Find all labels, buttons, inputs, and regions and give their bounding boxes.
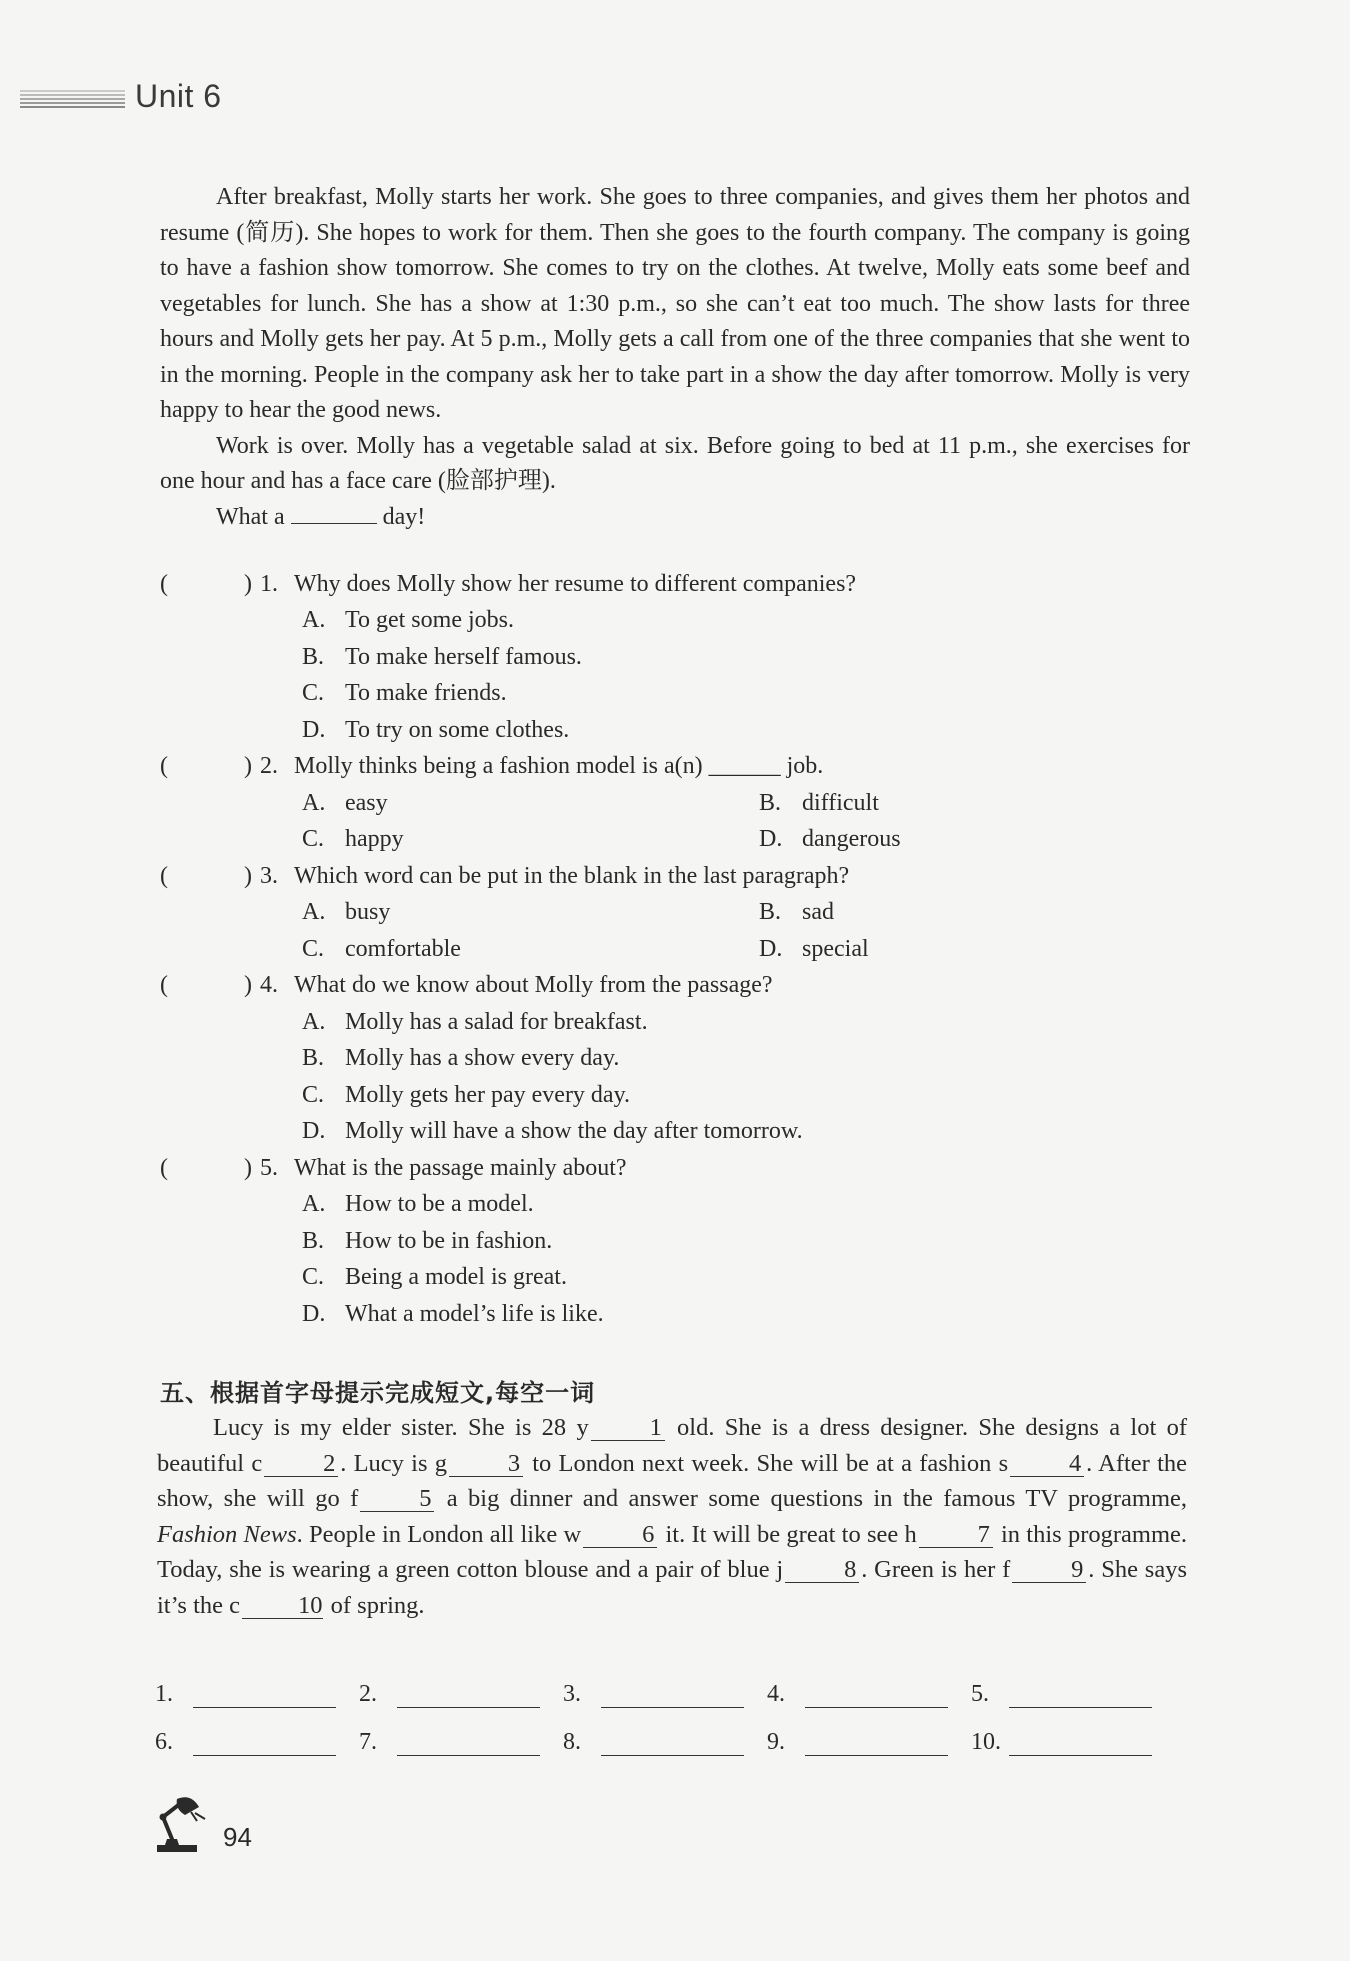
bracket-close: ) [244, 862, 252, 889]
cloze-text: a big dinner and answer some questions in the famous TV programme, [446, 1485, 1188, 1512]
page-number: 94 [223, 1822, 252, 1852]
option [302, 899, 759, 926]
cloze-text: . She says it’s the c [157, 1556, 1187, 1619]
answer-number: 3. [563, 1681, 581, 1707]
option-row [160, 931, 1190, 968]
option-row [160, 822, 1190, 859]
option-row [160, 639, 1190, 676]
cloze-text: old. She is a dress designer. She designs a lot of beautiful c [157, 1414, 1187, 1477]
answer-row [155, 1660, 1175, 1708]
bracket-open: ( [160, 972, 168, 999]
answer-line[interactable] [601, 1729, 744, 1756]
answer-number: 7. [359, 1729, 377, 1755]
question-number: 1. [260, 570, 278, 597]
option-text: To get some jobs. [345, 607, 514, 634]
cloze-gap-2[interactable]: 2 [264, 1452, 338, 1477]
cloze-passage [157, 1410, 1187, 1623]
answer-line[interactable] [193, 1681, 336, 1708]
answer-number: 6. [155, 1729, 173, 1755]
option-text: To try on some clothes. [345, 716, 570, 743]
question-row [160, 1150, 1190, 1187]
option-text: busy [345, 899, 391, 926]
question-number: 5. [260, 1154, 278, 1181]
option [302, 1301, 604, 1328]
question-row [160, 968, 1190, 1005]
option-letter: A. [302, 1008, 326, 1035]
option-text: easy [345, 789, 388, 816]
option-text: Being a model is great. [345, 1264, 567, 1291]
question-text: What do we know about Molly from the passage? [294, 972, 773, 999]
answer-bracket[interactable] [160, 753, 260, 780]
option-text: comfortable [345, 935, 461, 962]
answer-slot [971, 1681, 1175, 1708]
option-letter: A. [302, 789, 326, 816]
option-text: Molly will have a show the day after tomorrow. [345, 1118, 803, 1145]
option [302, 936, 759, 963]
option-row [160, 712, 1190, 749]
answer-line[interactable] [1009, 1681, 1152, 1708]
cloze-gap-3[interactable]: 3 [449, 1452, 523, 1477]
option-text: special [802, 935, 869, 962]
question-text: Molly thinks being a fashion model is a(n) ______ job. [294, 753, 824, 780]
answer-slot [359, 1729, 563, 1756]
question-row [160, 566, 1190, 603]
page-footer [155, 1795, 252, 1855]
cloze-gap-5[interactable]: 5 [360, 1487, 434, 1512]
option-letter: B. [302, 1227, 325, 1254]
option-text: dangerous [802, 826, 901, 853]
answer-number: 2. [359, 1681, 377, 1707]
option-text: Molly has a salad for breakfast. [345, 1008, 648, 1035]
option [302, 1264, 567, 1291]
answer-line[interactable] [805, 1729, 948, 1756]
option-letter: B. [302, 643, 325, 670]
answer-line[interactable] [397, 1729, 540, 1756]
option-letter: B. [759, 899, 782, 926]
option-letter: D. [302, 716, 326, 743]
passage-closing-end: day! [382, 503, 426, 530]
option-row [160, 785, 1190, 822]
passage-blank[interactable] [291, 501, 377, 524]
answer-line[interactable] [1009, 1729, 1152, 1756]
header-decoration [20, 86, 125, 108]
page-header [20, 78, 222, 115]
cloze-gap-1[interactable]: 1 [591, 1416, 665, 1441]
option [759, 790, 879, 817]
question-row [160, 858, 1190, 895]
cloze-text: . After the show, she will go f [157, 1449, 1188, 1512]
option-letter: A. [302, 607, 326, 634]
answer-slot [767, 1681, 971, 1708]
cloze-gap-7[interactable]: 7 [919, 1523, 993, 1548]
answer-lines [155, 1660, 1175, 1756]
cloze-gap-9[interactable]: 9 [1012, 1558, 1086, 1583]
option [302, 607, 514, 634]
question-number: 4. [260, 972, 278, 999]
option-letter: A. [302, 1191, 326, 1218]
cloze-gap-6[interactable]: 6 [583, 1523, 657, 1548]
option-letter: A. [302, 899, 326, 926]
answer-line[interactable] [397, 1681, 540, 1708]
answer-bracket[interactable] [160, 571, 260, 598]
cloze-gap-8[interactable]: 8 [785, 1558, 859, 1583]
option [302, 1045, 619, 1072]
option-row [160, 1077, 1190, 1114]
option-text: sad [802, 899, 834, 926]
option-letter: D. [759, 935, 783, 962]
option [302, 1009, 648, 1036]
option-text: happy [345, 826, 404, 853]
answer-row [155, 1708, 1175, 1756]
cloze-text: Lucy is my elder sister. She is 28 y [213, 1414, 589, 1441]
bracket-open: ( [160, 1154, 168, 1181]
answer-number: 9. [767, 1729, 785, 1755]
bracket-close: ) [244, 1154, 252, 1181]
answer-slot [359, 1681, 563, 1708]
option [302, 1228, 552, 1255]
option-row [160, 1223, 1190, 1260]
cloze-gap-10[interactable]: 10 [242, 1594, 323, 1619]
option [302, 826, 759, 853]
option-text: To make friends. [345, 680, 507, 707]
answer-bracket[interactable] [160, 972, 260, 999]
cloze-text: to London next week. She will be at a fashion s [532, 1449, 1009, 1477]
question-number: 3. [260, 862, 278, 889]
option-letter: C. [302, 680, 325, 707]
question-number: 2. [260, 753, 278, 780]
option-row [160, 676, 1190, 713]
bracket-open: ( [160, 753, 168, 780]
answer-number: 1. [155, 1681, 173, 1707]
cloze-text: it. It will be great to see h [665, 1520, 917, 1548]
answer-bracket[interactable] [160, 863, 260, 890]
option-text: How to be in fashion. [345, 1227, 553, 1254]
answer-number: 10. [971, 1729, 1001, 1755]
answer-slot [155, 1681, 359, 1708]
option-letter: C. [302, 935, 325, 962]
bracket-close: ) [244, 972, 252, 999]
answer-slot [971, 1729, 1175, 1756]
passage-paragraph-1: After breakfast, Molly starts her work. She goes to three companies, and gives them her photos and resume (简历). She hopes to work for them. Then she goes to the fourth company. The company is going to have a fashion show tomorrow. She comes to try on the clothes. At twelve, Molly eats some beef and vegetables for lunch. She has a show at 1:30 p.m., so she can’t eat too much. The show lasts for three hours and Molly gets her pay. At 5 p.m., Molly gets a call from one of the three companies that she went to in the morning. People in the company ask her to take part in a show the day after tomorrow. Molly is very happy to hear the good news. [160, 184, 1190, 423]
answer-slot [563, 1681, 767, 1708]
unit-title: Unit 6 [135, 78, 222, 114]
passage-paragraph-2: Work is over. Molly has a vegetable salad at six. Before going to bed at 11 p.m., she exercises for one hour and has a face care (脸部护理). [160, 432, 1190, 494]
option [302, 1082, 630, 1109]
answer-slot [767, 1729, 971, 1756]
passage-paragraph-3 [160, 500, 1190, 536]
option-text: What a model’s life is like. [345, 1300, 604, 1327]
answer-line[interactable] [193, 1729, 336, 1756]
option-text: To make herself famous. [345, 643, 582, 670]
option-letter: D. [302, 1300, 326, 1327]
option-text: How to be a model. [345, 1191, 534, 1218]
answer-slot [155, 1729, 359, 1756]
cloze-text: in this programme. Today, she is wearing a green cotton blouse and a pair of blue j [157, 1520, 1188, 1583]
question-text: Why does Molly show her resume to different companies? [294, 570, 857, 597]
option-letter: C. [302, 1081, 325, 1108]
answer-line[interactable] [601, 1681, 744, 1708]
option-letter: B. [759, 789, 782, 816]
option-text: Molly has a show every day. [345, 1045, 620, 1072]
option [302, 717, 569, 744]
question-text: What is the passage mainly about? [294, 1154, 627, 1181]
bracket-open: ( [160, 570, 168, 597]
option-row [160, 1296, 1190, 1333]
desk-lamp-icon [155, 1795, 215, 1855]
option [302, 644, 582, 671]
passage-closing-start: What a [216, 503, 285, 530]
option-row [160, 1004, 1190, 1041]
option [302, 790, 759, 817]
answer-bracket[interactable] [160, 1155, 260, 1182]
programme-name: Fashion News [157, 1520, 297, 1548]
question-text: Which word can be put in the blank in the last paragraph? [294, 862, 850, 889]
answer-number: 5. [971, 1681, 989, 1707]
option [302, 1191, 534, 1218]
bracket-open: ( [160, 862, 168, 889]
question-list [160, 566, 1190, 1333]
cloze-text: of spring. [330, 1591, 425, 1619]
answer-number: 4. [767, 1681, 785, 1707]
option-row [160, 1041, 1190, 1078]
option-row [160, 1114, 1190, 1151]
cloze-text: . Green is her f [861, 1556, 1011, 1583]
option-letter: D. [302, 1118, 326, 1145]
answer-slot [563, 1729, 767, 1756]
option-row [160, 603, 1190, 640]
question-row [160, 749, 1190, 786]
option-text: Molly gets her pay every day. [345, 1081, 631, 1108]
option-letter: C. [302, 1264, 325, 1291]
option-letter: B. [302, 1045, 325, 1072]
bracket-close: ) [244, 570, 252, 597]
answer-line[interactable] [805, 1681, 948, 1708]
option-letter: C. [302, 826, 325, 853]
option-row [160, 895, 1190, 932]
option [759, 899, 834, 926]
option-row [160, 1187, 1190, 1224]
option [759, 826, 901, 853]
option [759, 936, 869, 963]
reading-passage [160, 180, 1190, 535]
option-letter: D. [759, 826, 783, 853]
cloze-gap-4[interactable]: 4 [1010, 1452, 1084, 1477]
option [302, 1118, 803, 1145]
option-row [160, 1260, 1190, 1297]
answer-number: 8. [563, 1729, 581, 1755]
cloze-text: . People in London all like w [296, 1520, 582, 1548]
cloze-text: . Lucy is g [340, 1449, 447, 1477]
option [302, 680, 507, 707]
section-five-title: 五、根据首字母提示完成短文,每空一词 [160, 1379, 596, 1407]
bracket-close: ) [244, 753, 252, 780]
option-text: difficult [802, 789, 879, 816]
